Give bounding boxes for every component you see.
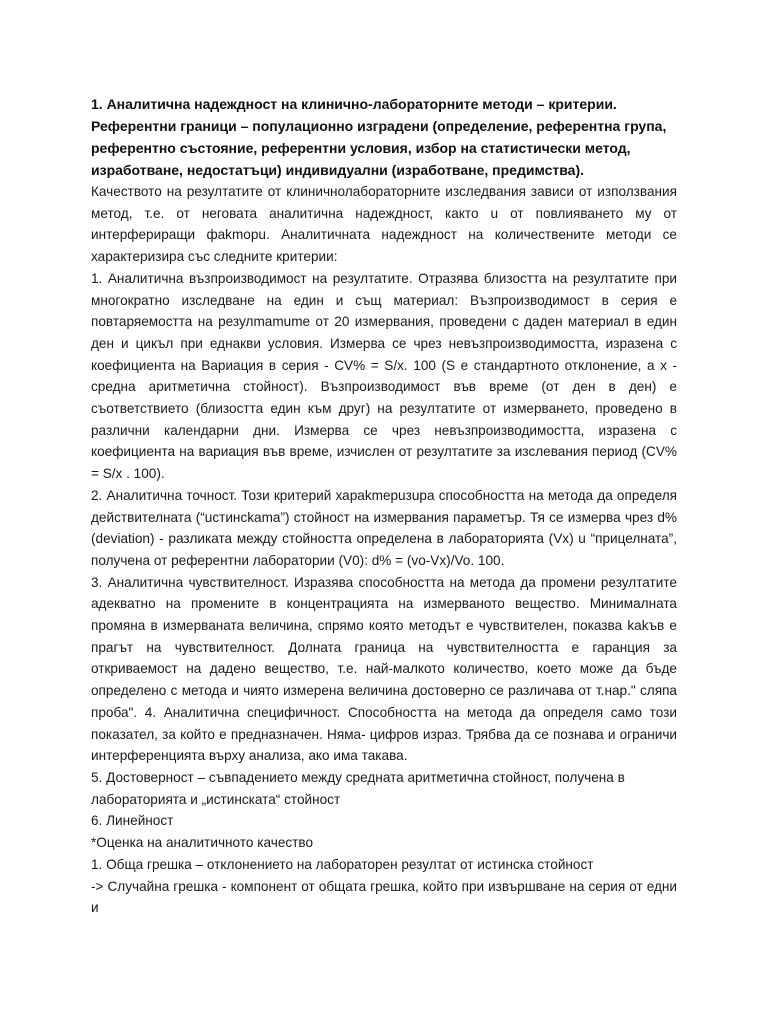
paragraph-accuracy: 2. Аналитична точност. Този критерий харakmepuзupa способността на метода да определя действителната (“ucтинckama”) стойност на измервания параметър. Тя се измерва чрез d% (deviation) - разликата между стойността определена в лабораторията (Vx) u “прицелната”, получена от референтни лаборатории (V0): d% = (vo-Vx)/Vo. 100. [91,487,677,568]
document-heading [91,93,677,181]
heading-line-3: референтно състояние, референтни условия, избор на статистически метод, [91,140,631,156]
paragraph-total-error: 1. Обща грешка – отклонението на лабораторен резултат от истинска стойност [91,856,594,872]
heading-line-2: Референтни граници – популационно изградени (определение, референтна група, [91,118,667,134]
paragraph-linearity: 6. Линейност [91,813,174,829]
paragraph-sensitivity: 3. Аналитична чувствителност. Изразява способността на метода да промени резултатите адекватно на промените в концентрацията на измерваното вещество. Минималната промяна в измерваната величина, спрямо която методът е чувствителен, показва kakъв е прагът на чувствителност. Долната граница на чувствителността е гаранция за откриваемост на дадено вещество, т.е. най-малкото количество, което може да бъде определено с метода и чиято измерена величина достоверно се различава от т.нар." сляпа проба". 4. Аналитична специфичност. Способността на метода да определя само този показател, за който е предназначен. Няма- цифров израз. Трябва да се познава и ограничи интерференцията върху анализа, ако има такава. [91,574,677,764]
document-body [91,181,677,919]
heading-line-4: изработване, недостатъци) индивидуални (изработване, предимства). [91,162,585,178]
paragraph-random-error: -> Случайна грешка - компонент от общата грешка, който при извършване на серия от едни и [91,878,677,916]
paragraph-intro: Качеството на резултатите от клиничнолабораторните изследвания зависи от използвания метод, т.е. от неговата аналитична надеждност, както u от повлияването му от интерфериращи фakmopu. Аналитичната надеждност на количествените методи се характеризира със следните критерии: [91,184,677,265]
heading-line-1: 1. Аналитична надеждност на клинично-лабораторните методи – критерии. [91,96,617,112]
paragraph-reproducibility: 1. Аналитична възпроизводимост на резултатите. Отразява близостта на резултатите при многократно изследване на един и същ материал: Възпроизводимост в серия е повтаряемостта на резулmamume от 20 измервания, проведени с даден материал в един ден и цикъл при еднакви условия. Измерва се чрез невъзпроизводимостта, изразена с коефициента на Вариация в серия - CV% = S/x. 100 (S е стандартното отклонение, а x - средна аритметична стойност). Възпроизводимост във време (от ден в ден) е съответствието (близостта един към друг) на резултатите от измерването, проведено в различни календарни дни. Измерва се чрез невъзпроизводимостта, изразена с коефициента на вариация във време, изчислен от резултатите за изслевания период (CV% = S/x . 100). [91,270,677,482]
paragraph-trueness: 5. Достоверност – съвпадението между средната аритметична стойност, получена в лабораторията и „истинската“ стойност [91,769,625,807]
paragraph-quality-assessment: *Оценка на аналитичното качество [91,835,314,851]
